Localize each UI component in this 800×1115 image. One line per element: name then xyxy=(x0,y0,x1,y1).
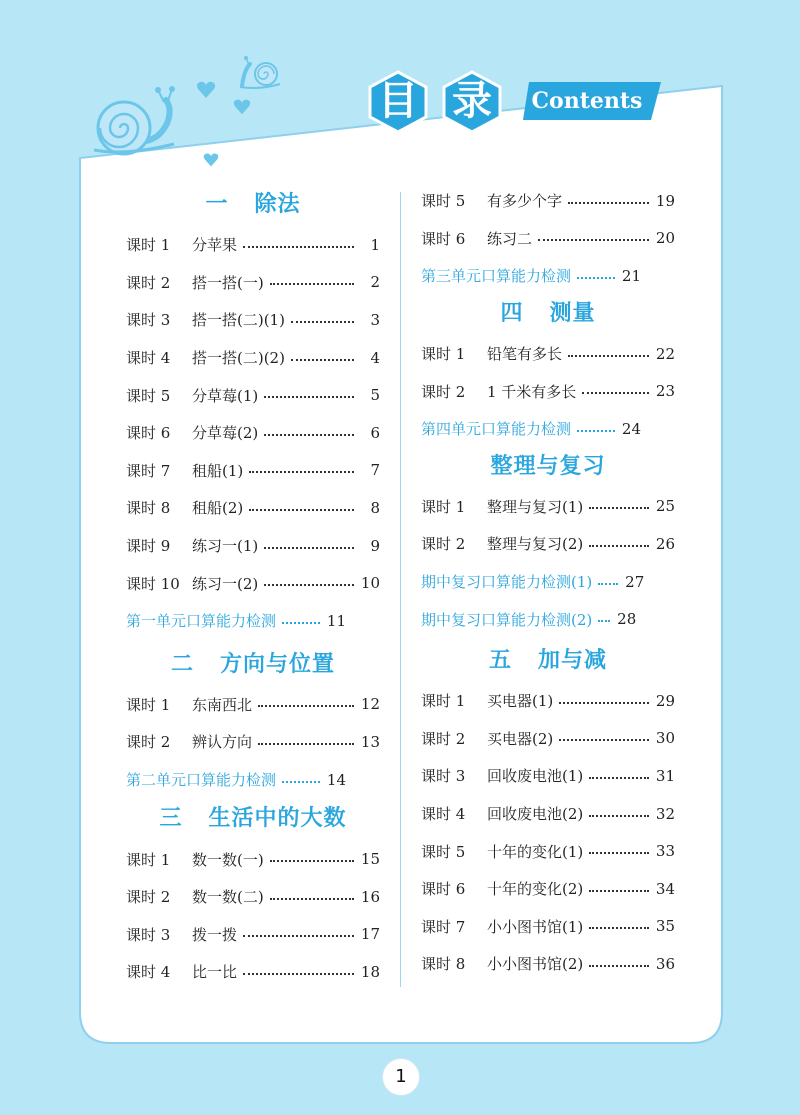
page-ref: 3 xyxy=(370,310,380,329)
leader-dots xyxy=(598,620,610,622)
lesson-title: 买电器(1) xyxy=(487,692,554,711)
toc-entry[interactable] xyxy=(421,682,675,720)
page-ref: 28 xyxy=(617,610,637,629)
unit-test-entry[interactable] xyxy=(421,257,675,295)
lesson-label: 课时 5 xyxy=(421,192,466,211)
leader-dots xyxy=(249,509,354,511)
page-ref: 17 xyxy=(360,925,380,944)
toc-left-column xyxy=(126,186,380,991)
leader-dots xyxy=(270,898,354,900)
page-ref: 35 xyxy=(655,917,675,936)
leader-dots xyxy=(270,860,354,862)
leader-dots xyxy=(282,781,320,783)
page-ref: 29 xyxy=(655,691,675,710)
page-ref: 21 xyxy=(621,266,642,285)
toc-entry[interactable] xyxy=(126,489,380,527)
leader-dots xyxy=(589,815,649,817)
section-heading: 一 除法 xyxy=(205,192,301,217)
lesson-label: 课时 6 xyxy=(421,880,466,899)
toc-entry[interactable] xyxy=(421,335,675,373)
toc-entry[interactable] xyxy=(421,757,675,795)
lesson-title: 拨一拨 xyxy=(192,925,238,944)
leader-dots xyxy=(582,392,649,394)
lesson-title: 数一数(二) xyxy=(192,888,264,907)
page-ref: 5 xyxy=(370,386,380,405)
heart-icon xyxy=(203,152,219,168)
lesson-label: 课时 4 xyxy=(421,805,466,824)
toc-entry[interactable] xyxy=(126,452,380,490)
toc-right-column xyxy=(421,182,675,983)
toc-entry[interactable] xyxy=(126,953,380,991)
lesson-title: 东南西北 xyxy=(192,695,253,714)
page-ref: 13 xyxy=(360,732,380,751)
page-ref: 23 xyxy=(655,382,675,401)
leader-dots xyxy=(589,507,649,509)
page-ref: 32 xyxy=(655,804,675,823)
contents-tab xyxy=(523,82,661,120)
lesson-label: 课时 6 xyxy=(126,424,171,443)
toc-entry[interactable] xyxy=(126,878,380,916)
lesson-label: 课时 4 xyxy=(126,349,171,368)
lesson-title: 比一比 xyxy=(192,963,238,982)
lesson-title: 小小图书馆(2) xyxy=(487,955,584,974)
leader-dots xyxy=(243,973,354,975)
title-char-2: 录 xyxy=(452,78,492,124)
lesson-title: 搭一搭(一) xyxy=(192,273,264,292)
contents-label: Contents xyxy=(531,88,643,114)
page-ref: 15 xyxy=(360,850,380,869)
lesson-label: 课时 9 xyxy=(126,537,171,556)
toc-entry[interactable] xyxy=(126,376,380,414)
page-ref: 10 xyxy=(360,574,380,593)
title-char-1: 目 xyxy=(378,78,418,124)
page-ref: 22 xyxy=(655,344,675,363)
toc-entry[interactable] xyxy=(421,908,675,946)
test-title: 期中复习口算能力检测(1) xyxy=(421,573,593,592)
leader-dots xyxy=(589,852,649,854)
lesson-title: 回收废电池(2) xyxy=(487,805,584,824)
lesson-title: 小小图书馆(1) xyxy=(487,917,584,936)
toc-entry[interactable] xyxy=(126,414,380,452)
lesson-title: 铅笔有多长 xyxy=(487,345,563,364)
lesson-label: 课时 4 xyxy=(126,963,171,982)
page-ref: 12 xyxy=(360,695,380,714)
leader-dots xyxy=(258,705,354,707)
midterm-test-entry[interactable] xyxy=(421,600,675,638)
test-title: 期中复习口算能力检测(2) xyxy=(421,610,593,629)
lesson-label: 课时 2 xyxy=(421,382,466,401)
page-ref: 6 xyxy=(370,423,380,442)
page-ref: 26 xyxy=(655,534,675,553)
page-ref: 30 xyxy=(655,729,675,748)
leader-dots xyxy=(568,355,649,357)
lesson-title: 分苹果 xyxy=(192,236,238,255)
lesson-label: 课时 6 xyxy=(421,229,466,248)
toc-entry[interactable] xyxy=(421,720,675,758)
page-ref: 11 xyxy=(326,611,347,630)
leader-dots xyxy=(243,246,354,248)
toc-entry[interactable] xyxy=(126,564,380,602)
toc-entry[interactable] xyxy=(421,870,675,908)
lesson-label: 课时 8 xyxy=(421,955,466,974)
lesson-title: 买电器(2) xyxy=(487,729,554,748)
page-number: 1 xyxy=(382,1058,420,1096)
toc-entry[interactable] xyxy=(126,686,380,724)
lesson-label: 课时 3 xyxy=(126,311,171,330)
title-hexagon xyxy=(366,70,430,134)
page-ref: 18 xyxy=(360,962,380,981)
title-hexagon xyxy=(440,70,504,134)
leader-dots xyxy=(258,743,354,745)
lesson-label: 课时 10 xyxy=(126,574,180,593)
section-heading: 整理与复习 xyxy=(490,453,606,479)
toc-entry[interactable] xyxy=(421,220,675,258)
section-heading: 三 生活中的大数 xyxy=(159,806,347,832)
leader-dots xyxy=(264,547,354,549)
page-ref: 16 xyxy=(360,887,380,906)
midterm-test-entry[interactable] xyxy=(421,563,675,601)
leader-dots xyxy=(291,321,354,323)
test-title: 第四单元口算能力检测 xyxy=(421,420,572,439)
lesson-title: 整理与复习(1) xyxy=(487,497,584,516)
lesson-label: 课时 1 xyxy=(421,345,466,364)
lesson-title: 搭一搭(二)(1) xyxy=(192,311,285,330)
toc-entry[interactable] xyxy=(126,264,380,302)
lesson-label: 课时 1 xyxy=(126,236,171,255)
toc-entry[interactable] xyxy=(421,795,675,833)
leader-dots xyxy=(559,739,649,741)
leader-dots xyxy=(270,283,354,285)
leader-dots xyxy=(589,545,649,547)
lesson-label: 课时 2 xyxy=(421,535,466,554)
toc-entry[interactable] xyxy=(421,525,675,563)
small-snail-icon xyxy=(238,56,284,90)
toc-entry[interactable] xyxy=(421,832,675,870)
leader-dots xyxy=(589,890,649,892)
page-ref: 24 xyxy=(621,419,642,438)
page-ref: 8 xyxy=(370,498,380,517)
leader-dots xyxy=(243,935,354,937)
lesson-label: 课时 2 xyxy=(421,729,466,748)
toc-entry[interactable] xyxy=(421,945,675,983)
lesson-label: 课时 5 xyxy=(126,386,171,405)
section-heading: 四 测量 xyxy=(500,300,596,326)
leader-dots xyxy=(589,777,649,779)
lesson-label: 课时 3 xyxy=(421,767,466,786)
lesson-title: 十年的变化(2) xyxy=(487,880,584,899)
leader-dots xyxy=(577,430,615,432)
leader-dots xyxy=(538,239,649,241)
toc-entry[interactable] xyxy=(421,488,675,526)
lesson-label: 课时 2 xyxy=(126,733,171,752)
lesson-label: 课时 1 xyxy=(421,497,466,516)
lesson-label: 课时 2 xyxy=(126,888,171,907)
leader-dots xyxy=(589,927,649,929)
page-ref: 2 xyxy=(370,273,380,292)
leader-dots xyxy=(589,965,649,967)
page-ref: 1 xyxy=(370,235,380,254)
leader-dots xyxy=(249,471,354,473)
leader-dots xyxy=(559,702,649,704)
lesson-title: 整理与复习(2) xyxy=(487,535,584,554)
page-ref: 7 xyxy=(370,461,380,480)
lesson-title: 1 千米有多长 xyxy=(487,382,577,401)
lesson-title: 练习一(2) xyxy=(192,574,259,593)
lesson-title: 租船(2) xyxy=(192,499,244,518)
toc-entry[interactable] xyxy=(126,339,380,377)
page-ref: 4 xyxy=(370,348,380,367)
lesson-label: 课时 1 xyxy=(126,695,171,714)
lesson-title: 辨认方向 xyxy=(192,733,253,752)
lesson-label: 课时 3 xyxy=(126,925,171,944)
section-heading: 二 方向与位置 xyxy=(171,651,335,677)
toc-entry[interactable] xyxy=(126,301,380,339)
lesson-title: 租船(1) xyxy=(192,461,244,480)
lesson-title: 数一数(一) xyxy=(192,850,264,869)
leader-dots xyxy=(282,622,320,624)
lesson-label: 课时 7 xyxy=(421,917,466,936)
toc-entry[interactable] xyxy=(126,226,380,264)
heart-icon xyxy=(233,98,251,116)
lesson-label: 课时 8 xyxy=(126,499,171,518)
test-title: 第一单元口算能力检测 xyxy=(126,612,277,631)
unit-test-entry[interactable] xyxy=(126,761,380,799)
leader-dots xyxy=(577,277,615,279)
leader-dots xyxy=(568,202,649,204)
test-title: 第三单元口算能力检测 xyxy=(421,267,572,286)
leader-dots xyxy=(264,396,354,398)
unit-test-entry[interactable] xyxy=(421,410,675,448)
toc-entry[interactable] xyxy=(126,527,380,565)
lesson-label: 课时 7 xyxy=(126,461,171,480)
page-ref: 9 xyxy=(370,536,380,555)
lesson-title: 搭一搭(二)(2) xyxy=(192,349,285,368)
page-ref: 14 xyxy=(326,770,347,789)
page-ref: 36 xyxy=(655,954,675,973)
leader-dots xyxy=(291,359,354,361)
lesson-label: 课时 2 xyxy=(126,273,171,292)
lesson-label: 课时 1 xyxy=(126,850,171,869)
unit-test-entry[interactable] xyxy=(126,602,380,640)
toc-entry[interactable] xyxy=(126,723,380,761)
toc-entry[interactable] xyxy=(126,840,380,878)
page-ref: 34 xyxy=(655,879,675,898)
page-ref: 27 xyxy=(625,572,645,591)
lesson-label: 课时 5 xyxy=(421,842,466,861)
lesson-title: 分草莓(1) xyxy=(192,386,259,405)
leader-dots xyxy=(598,583,618,585)
section-heading: 五 加与减 xyxy=(489,647,607,673)
page-ref: 33 xyxy=(655,842,675,861)
leader-dots xyxy=(264,434,354,436)
lesson-title: 十年的变化(1) xyxy=(487,842,584,861)
test-title: 第二单元口算能力检测 xyxy=(126,771,277,790)
lesson-label: 课时 1 xyxy=(421,692,466,711)
lesson-title: 有多少个字 xyxy=(487,192,563,211)
page-ref: 25 xyxy=(655,497,675,516)
toc-title xyxy=(366,64,666,154)
toc-entry[interactable] xyxy=(126,916,380,954)
column-divider xyxy=(400,192,401,987)
lesson-title: 分草莓(2) xyxy=(192,424,259,443)
lesson-title: 练习一(1) xyxy=(192,537,259,556)
page-ref: 20 xyxy=(655,229,675,248)
leader-dots xyxy=(264,584,354,586)
lesson-title: 回收废电池(1) xyxy=(487,767,584,786)
page-ref: 19 xyxy=(655,191,675,210)
toc-entry[interactable] xyxy=(421,372,675,410)
page-ref: 31 xyxy=(655,766,675,785)
heart-icon xyxy=(196,80,216,100)
toc-entry[interactable] xyxy=(421,182,675,220)
snail-icon xyxy=(86,86,186,156)
lesson-title: 练习二 xyxy=(487,229,533,248)
